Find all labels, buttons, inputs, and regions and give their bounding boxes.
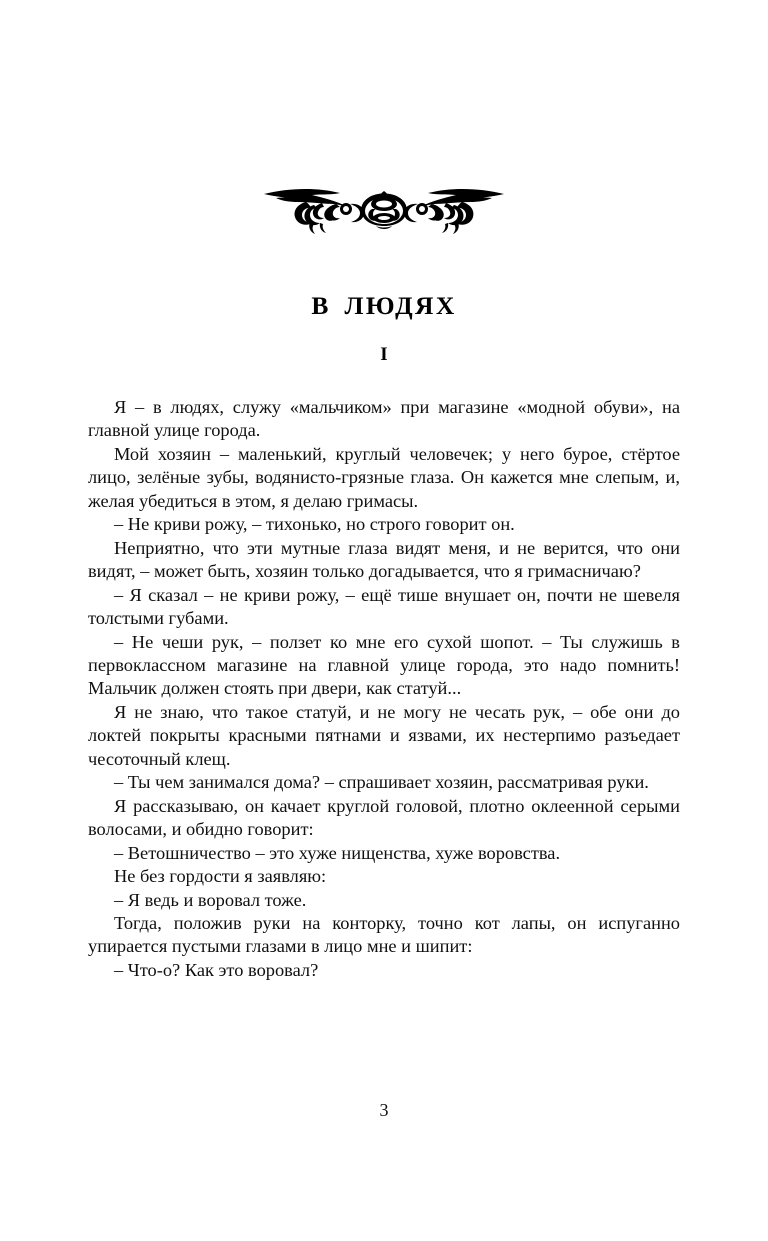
chapter-ornament	[0, 182, 768, 236]
body-text	[88, 396, 680, 982]
section-numeral: I	[380, 344, 388, 365]
paragraph: Не без гордости я заявляю:	[114, 866, 327, 887]
paragraph: – Что-о? Как это воровал?	[114, 959, 319, 980]
paragraph: – Ты чем занимался дома? – спрашивает хозяин, рассматривая руки.	[114, 772, 649, 793]
paragraph: Тогда, положив руки на конторку, точно кот лапы, он испуганно упирается пустыми глазами в лицо мне и шипит:	[88, 912, 680, 957]
paragraph: Я не знаю, что такое статуй, и не могу не чесать рук, – обе они до локтей покрыты красными пятнами и язвами, их нестерпимо разъедает чесоточный клещ.	[88, 701, 680, 769]
page-number: 3	[379, 1100, 389, 1120]
chapter-title: В ЛЮДЯХ	[311, 291, 457, 321]
paragraph: – Я ведь и воровал тоже.	[114, 889, 307, 910]
paragraph: Я – в людях, служу «мальчиком» при магазине «модной обуви», на главной улице города.	[88, 397, 680, 441]
decorative-vignette-icon	[262, 182, 506, 236]
paragraph: – Не криви рожу, – тихонько, но строго говорит он.	[114, 514, 515, 535]
paragraph: – Не чеши рук, – ползет ко мне его сухой шопот. – Ты служишь в первоклассном магазине на главной улице города, это надо помнить! Мальчик должен стоять при двери, как статуй...	[88, 631, 680, 699]
paragraph: – Я сказал – не криви рожу, – ещё тише внушает он, почти не шевеля толстыми губами.	[88, 584, 680, 629]
paragraph: – Ветошничество – это хуже нищенства, хуже воровства.	[114, 842, 561, 863]
paragraph: Я рассказываю, он качает круглой головой, плотно оклеенной серыми волосами, и обидно говорит:	[88, 795, 680, 840]
paragraph: Мой хозяин – маленький, круглый человечек; у него бурое, стёртое лицо, зелёные зубы, водянисто-грязные глаза. Он кажется мне слепым, и, желая убедиться в этом, я делаю гримасы.	[88, 443, 680, 511]
paragraph: Неприятно, что эти мутные глаза видят меня, и не верится, что они видят, – может быть, хозяин только догадывается, что я гримасничаю?	[88, 537, 680, 582]
